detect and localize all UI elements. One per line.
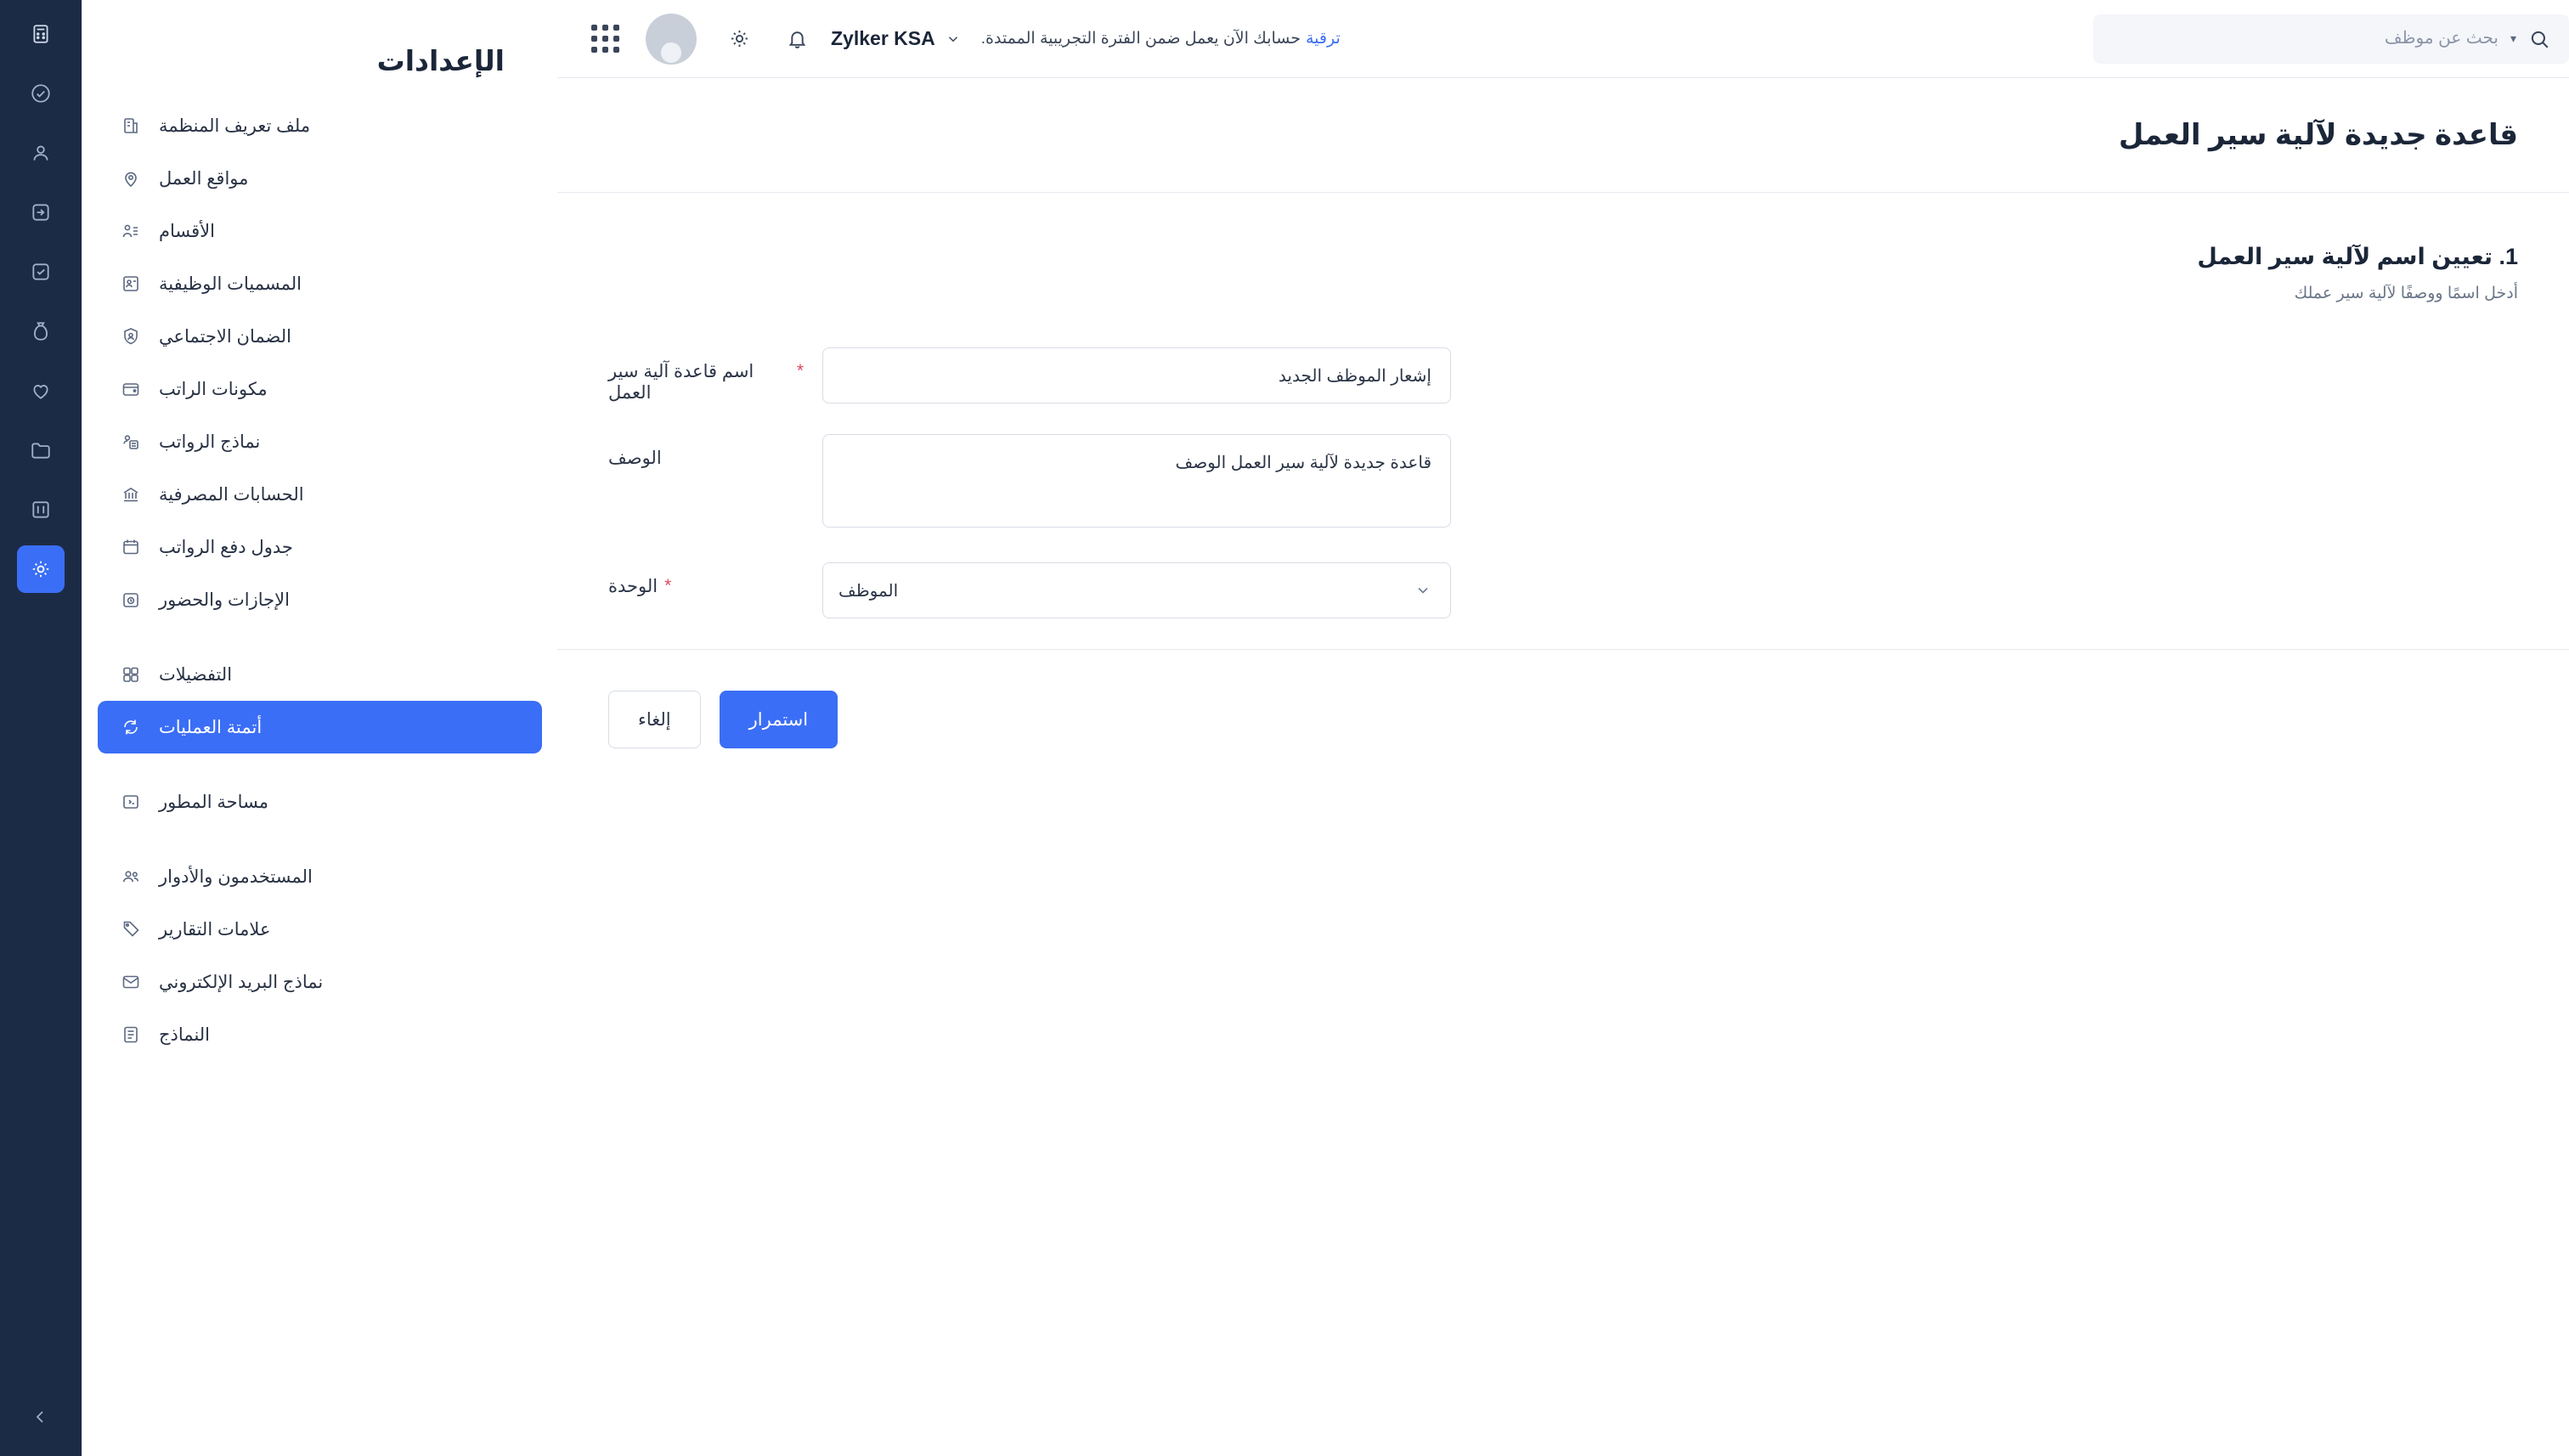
sidebar-item-label: المستخدمون والأدوار <box>159 866 313 887</box>
workflow-description-label <box>608 434 804 469</box>
import-icon[interactable] <box>17 189 65 236</box>
mail-icon <box>118 969 144 995</box>
name-field-wrap <box>822 347 1451 404</box>
sidebar-item-label: الضمان الاجتماعي <box>159 326 291 347</box>
apps-grid-icon[interactable] <box>579 14 630 65</box>
sidebar-item-salary-templates[interactable] <box>98 415 542 468</box>
calendar-icon <box>118 534 144 560</box>
sidebar-item-preferences[interactable] <box>98 648 542 701</box>
trial-banner <box>981 29 1341 48</box>
settings-title: الإعدادات <box>376 45 505 76</box>
gear-icon[interactable] <box>17 545 65 593</box>
form-row-name <box>608 347 2518 404</box>
main-region <box>557 0 2569 1456</box>
folder-icon[interactable] <box>17 426 65 474</box>
avatar[interactable] <box>646 14 697 65</box>
person-icon[interactable] <box>17 129 65 177</box>
spacer <box>856 691 2518 748</box>
sidebar-item-email-templates[interactable] <box>98 956 542 1008</box>
sidebar-item-organization-profile[interactable] <box>98 99 542 152</box>
sidebar-item-report-tags[interactable] <box>98 903 542 956</box>
settings-sidebar <box>82 0 557 1456</box>
page-title: قاعدة جديدة لآلية سير العمل <box>2118 119 2518 151</box>
app-icon-rail <box>0 0 82 1456</box>
sidebar-item-leave-attendance[interactable] <box>98 573 542 626</box>
sidebar-item-pay-schedule[interactable] <box>98 521 542 573</box>
content-area <box>557 193 2569 1456</box>
gear-icon[interactable] <box>715 15 763 63</box>
sidebar-item-label: أتمتة العمليات <box>159 717 263 737</box>
heart-icon[interactable] <box>17 367 65 415</box>
bell-icon[interactable] <box>773 15 821 63</box>
trial-text: حسابك الآن يعمل ضمن الفترة التجريبية الممتدة. <box>980 30 1301 48</box>
chevron-left-icon[interactable] <box>17 1393 65 1441</box>
id-badge-icon <box>118 271 144 296</box>
chevron-down-icon[interactable]: ▾ <box>2510 31 2516 45</box>
refresh-icon <box>118 714 144 740</box>
org-name: Zylker KSA <box>831 27 935 49</box>
check-circle-icon[interactable] <box>17 70 65 117</box>
org-chart-icon <box>118 218 144 244</box>
cancel-button[interactable]: إلغاء <box>608 691 701 748</box>
sidebar-item-label: الإجازات والحضور <box>159 590 290 610</box>
nav-gap <box>98 828 542 850</box>
sidebar-item-users-roles[interactable] <box>98 850 542 903</box>
required-marker: * <box>796 361 804 381</box>
description-field-wrap <box>822 434 1451 532</box>
upgrade-link[interactable]: ترقية <box>1305 30 1341 48</box>
settings-nav-list <box>82 99 557 1061</box>
label-text: اسم قاعدة آلية سير العمل <box>608 362 754 403</box>
employee-search[interactable] <box>2093 14 2569 64</box>
search-icon[interactable] <box>2528 28 2550 50</box>
wallet-icon <box>118 376 144 402</box>
sidebar-item-forms[interactable] <box>98 1008 542 1061</box>
sidebar-item-label: ملف تعريف المنظمة <box>159 116 311 136</box>
sidebar-item-label: مكونات الراتب <box>159 379 268 399</box>
workflow-name-label <box>608 347 804 404</box>
sidebar-item-label: مواقع العمل <box>159 168 249 189</box>
sidebar-item-designations[interactable] <box>98 257 542 310</box>
sidebar-item-automation[interactable] <box>98 701 542 753</box>
sidebar-item-label: النماذج <box>159 1024 211 1045</box>
tag-icon <box>118 917 144 942</box>
tasks-icon[interactable] <box>17 248 65 296</box>
nav-gap <box>98 626 542 648</box>
sidebar-item-departments[interactable] <box>98 205 542 257</box>
sidebar-item-label: المسميات الوظيفية <box>159 274 302 294</box>
form-row-description <box>608 434 2518 532</box>
required-marker: * <box>664 576 672 595</box>
sidebar-item-label: علامات التقارير <box>159 919 271 940</box>
sliders-icon <box>118 662 144 687</box>
sidebar-item-label: الأقسام <box>159 221 215 241</box>
sidebar-item-work-locations[interactable] <box>98 152 542 205</box>
bank-icon <box>118 482 144 507</box>
form-actions <box>608 691 2518 748</box>
module-label <box>608 562 804 597</box>
sidebar-item-label: التفضيلات <box>159 664 233 685</box>
form-row-module <box>608 562 2518 618</box>
section-divider <box>557 649 2569 650</box>
location-pin-icon <box>118 166 144 191</box>
section-subtitle: أدخل اسمًا ووصفًا لآلية سير عملك <box>2294 285 2518 302</box>
continue-button[interactable]: استمرار <box>720 691 838 748</box>
money-bag-icon[interactable] <box>17 308 65 355</box>
org-switcher[interactable] <box>831 27 961 50</box>
building-icon <box>118 113 144 138</box>
sidebar-item-label: نماذج البريد الإلكتروني <box>159 972 324 992</box>
section-title: 1. تعيين اسم لآلية سير العمل <box>2197 244 2518 269</box>
workflow-form <box>608 347 2518 748</box>
module-select[interactable] <box>822 562 1451 618</box>
topbar-left-group <box>579 14 2093 65</box>
label-text: الوحدة <box>608 577 658 596</box>
workflow-name-input[interactable] <box>822 347 1451 404</box>
payslip-icon <box>118 429 144 454</box>
top-bar <box>557 0 2569 78</box>
clock-icon <box>118 587 144 612</box>
page-header <box>557 78 2569 193</box>
calculator-icon[interactable] <box>17 10 65 58</box>
sidebar-item-label: مساحة المطور <box>159 792 269 812</box>
module-field-wrap <box>822 562 1451 618</box>
label-text: الوصف <box>608 449 662 468</box>
chevron-down-icon <box>1414 582 1431 599</box>
sidebar-item-bank-accounts[interactable] <box>98 468 542 521</box>
nav-gap <box>98 753 542 776</box>
sidebar-item-developer-space[interactable] <box>98 776 542 828</box>
sidebar-item-salary-components[interactable] <box>98 363 542 415</box>
code-window-icon <box>118 789 144 815</box>
module-selected-value: الموظف <box>838 581 899 601</box>
search-input[interactable] <box>2107 29 2498 48</box>
reports-icon[interactable] <box>17 486 65 533</box>
sidebar-item-label: نماذج الرواتب <box>159 432 261 452</box>
chevron-down-icon <box>946 31 961 47</box>
shield-user-icon <box>118 324 144 349</box>
form-icon <box>118 1022 144 1047</box>
sidebar-item-social-insurance[interactable] <box>98 310 542 363</box>
workflow-description-input[interactable] <box>822 434 1451 528</box>
users-icon <box>118 864 144 889</box>
sidebar-item-label: الحسابات المصرفية <box>159 484 304 505</box>
sidebar-item-label: جدول دفع الرواتب <box>159 537 293 557</box>
